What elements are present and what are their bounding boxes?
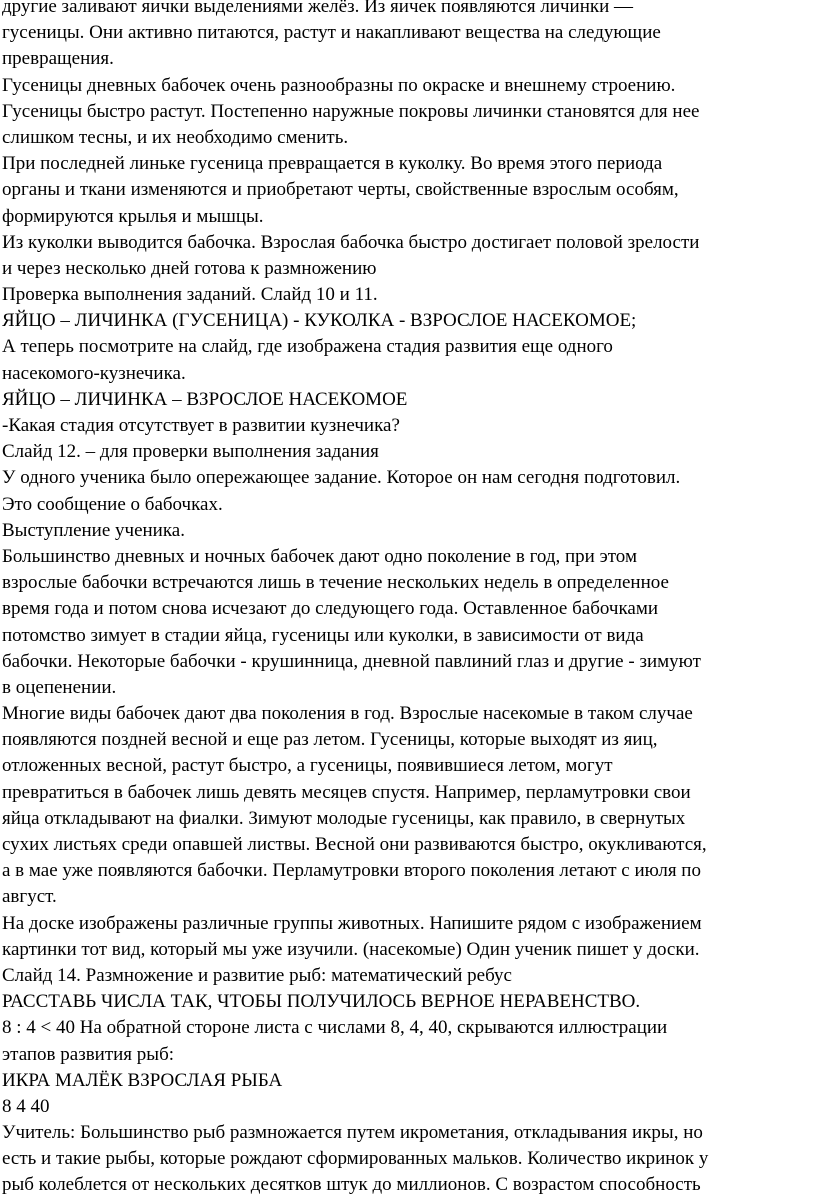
text-line: Выступление ученика. bbox=[2, 519, 185, 541]
text-line: Гусеницы быстро растут. Постепенно наружные покровы личинки становятся для нее bbox=[2, 100, 700, 122]
text-line: слишком тесны, и их необходимо сменить. bbox=[2, 126, 349, 148]
text-line: этапов развития рыб: bbox=[2, 1043, 175, 1065]
text-line: в оцепенении. bbox=[2, 676, 117, 698]
text-line: отложенных весной, растут быстро, а гусеницы, появившиеся летом, могут bbox=[2, 755, 613, 777]
text-line: -Какая стадия отсутствует в развитии кузнечика? bbox=[2, 415, 400, 436]
text-line: яйца откладывают на фиалки. Зимуют молодые гусеницы, как правило, в свернутых bbox=[2, 807, 686, 829]
text-line: РАССТАВЬ ЧИСЛА ТАК, ЧТОБЫ ПОЛУЧИЛОСЬ ВЕРНОЕ НЕРАВЕНСТВО. bbox=[2, 991, 641, 1013]
text-line: бабочки. Некоторые бабочки - крушинница, дневной павлиний глаз и другие - зимуют bbox=[2, 650, 701, 672]
text-line: ИКРА МАЛЁК ВЗРОСЛАЯ РЫБА bbox=[2, 1069, 283, 1091]
text-line: ЯЙЦО – ЛИЧИНКА (ГУСЕНИЦА) - КУКОЛКА - ВЗРОСЛОЕ НАСЕКОМОЕ; bbox=[2, 310, 637, 332]
text-line: Учитель: Большинство рыб размножается путем икрометания, откладывания икры, но bbox=[2, 1122, 703, 1144]
text-line: время года и потом снова исчезают до следующего года. Оставленное бабочками bbox=[2, 598, 659, 620]
text-line: потомство зимует в стадии яйца, гусеницы или куколки, в зависимости от вида bbox=[2, 624, 644, 646]
text-line: насекомого-кузнечика. bbox=[2, 362, 186, 384]
text-line: сухих листьях среди опавшей листвы. Весной они развиваются быстро, окукливаются, bbox=[2, 834, 707, 855]
text-line: Проверка выполнения заданий. Слайд 10 и 11. bbox=[2, 284, 378, 306]
text-line: 8 4 40 bbox=[2, 1095, 50, 1117]
text-line: У одного ученика было опережающее задание. Которое он нам сегодня подготовил. bbox=[2, 467, 681, 489]
text-line: Из куколки выводится бабочка. Взрослая бабочка быстро достигает половой зрелости bbox=[2, 231, 700, 253]
text-line: август. bbox=[2, 886, 57, 908]
text-line: При последней линьке гусеница превращается в куколку. Во время этого периода bbox=[2, 153, 663, 175]
text-line: есть и такие рыбы, которые рождают сформированных мальков. Количество икринок у bbox=[2, 1148, 709, 1170]
text-line: рыб колеблется от нескольких десятков штук до миллионов. С возрастом способность bbox=[2, 1174, 701, 1196]
text-line: Большинство дневных и ночных бабочек дают одно поколение в год, при этом bbox=[2, 545, 637, 567]
text-line: На доске изображены различные группы животных. Напишите рядом с изображением bbox=[2, 912, 702, 934]
text-line: Гусеницы дневных бабочек очень разнообразны по окраске и внешнему строению. bbox=[2, 74, 676, 96]
text-line: а в мае уже появляются бабочки. Перламутровки второго поколения летают с июля по bbox=[2, 860, 701, 882]
text-line: Многие виды бабочек дают два поколения в год. Взрослые насекомые в таком случае bbox=[2, 703, 693, 725]
text-line: гусеницы. Они активно питаются, растут и накапливают вещества на следующие bbox=[2, 22, 661, 44]
text-line: и через несколько дней готова к размножению bbox=[2, 257, 377, 279]
text-line: Это сообщение о бабочках. bbox=[2, 493, 223, 515]
text-line: появляются поздней весной и еще раз летом. Гусеницы, которые выходят из яиц, bbox=[2, 729, 658, 751]
text-line: превратиться в бабочек лишь девять месяцев спустя. Например, перламутровки свои bbox=[2, 781, 691, 803]
text-line: 8 : 4 < 40 На обратной стороне листа с числами 8, 4, 40, скрываются иллюстрации bbox=[2, 1017, 668, 1039]
text-line: превращения. bbox=[2, 48, 114, 70]
text-line: картинки тот вид, который мы уже изучили. (насекомые) Один ученик пишет у доски. bbox=[2, 938, 700, 960]
text-line: органы и ткани изменяются и приобретают черты, свойственные взрослым особям, bbox=[2, 179, 679, 201]
text-line: другие заливают яички выделениями желёз. Из яичек появляются личинки — bbox=[2, 0, 634, 17]
text-line: взрослые бабочки встречаются лишь в течение нескольких недель в определенное bbox=[2, 572, 669, 594]
text-line: формируются крылья и мышцы. bbox=[2, 205, 264, 227]
text-line: А теперь посмотрите на слайд, где изображена стадия развития еще одного bbox=[2, 336, 613, 358]
text-line: ЯЙЦО – ЛИЧИНКА – ВЗРОСЛОЕ НАСЕКОМОЕ bbox=[2, 388, 408, 410]
text-line: Слайд 14. Размножение и развитие рыб: математический ребус bbox=[2, 964, 512, 986]
text-line: Слайд 12. – для проверки выполнения задания bbox=[2, 441, 379, 463]
